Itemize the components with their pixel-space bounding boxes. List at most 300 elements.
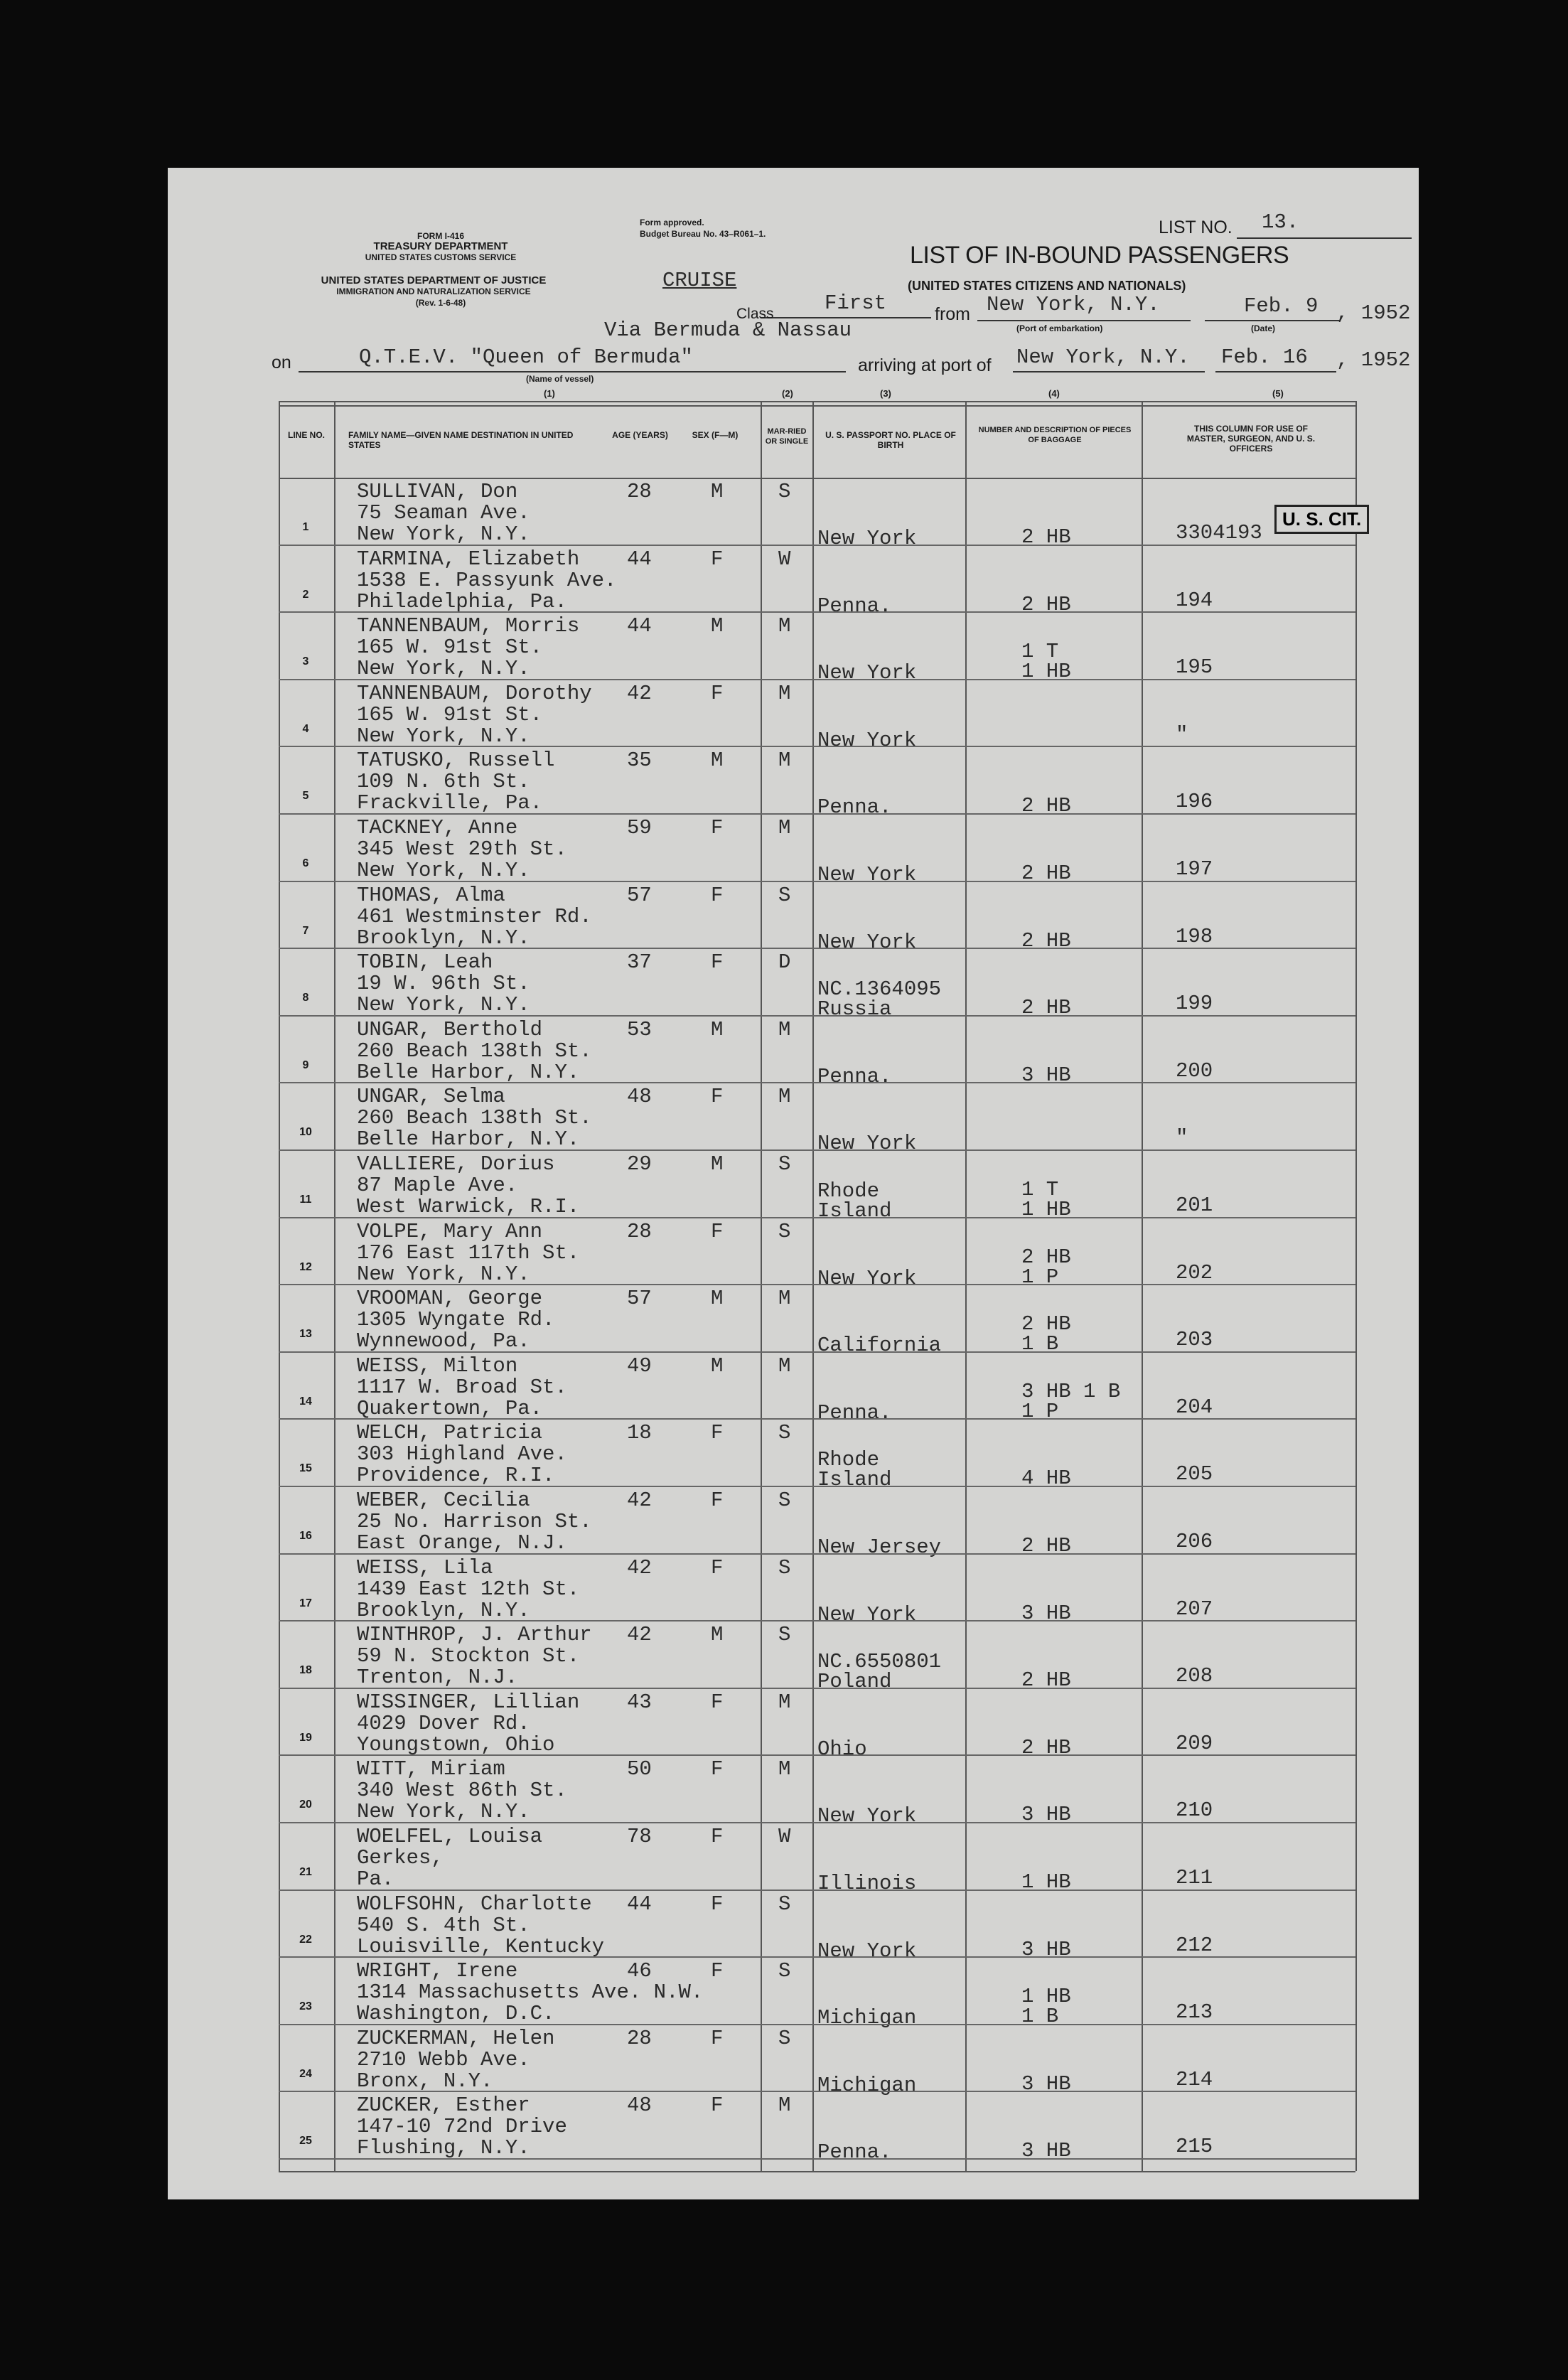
line-number: 17: [299, 1597, 312, 1609]
birthplace: Penna.: [817, 2140, 892, 2165]
budget-bureau: Budget Bureau No. 43–R061–1.: [640, 229, 766, 239]
birthplace: New York: [817, 1132, 917, 1156]
baggage-line-1: 2 HB: [1021, 1312, 1071, 1336]
passenger-age: 42: [627, 681, 652, 705]
baggage-line-2: 3 HB: [1021, 1063, 1071, 1087]
baggage-line-2: 2 HB: [1021, 862, 1071, 885]
line-number: 14: [299, 1395, 312, 1408]
passenger-age: 18: [627, 1421, 652, 1445]
passenger-name: TOBIN, Leah: [357, 950, 493, 975]
manifest-subtitle: (UNITED STATES CITIZENS AND NATIONALS): [908, 279, 1186, 293]
officer-number: 195: [1176, 655, 1213, 680]
passenger-city: Philadelphia, Pa.: [357, 589, 567, 613]
line-number: 12: [299, 1260, 312, 1273]
baggage-line-2: 1 HB: [1021, 1870, 1071, 1894]
passenger-age: 57: [627, 1287, 652, 1311]
officer-number: 200: [1176, 1058, 1213, 1083]
passenger-city: Bronx, N.Y.: [357, 2069, 493, 2093]
officer-number: 209: [1176, 1731, 1213, 1755]
line-number: 2: [302, 588, 309, 601]
marital-status: W: [778, 547, 791, 571]
table-row: [279, 2092, 1355, 2165]
passenger-name: THOMAS, Alma: [357, 883, 505, 907]
birthplace: California: [817, 1334, 942, 1358]
birthplace: New York: [817, 1939, 917, 1963]
passenger-city: Wynnewood, Pa.: [357, 1329, 530, 1354]
baggage-line-2: 3 HB: [1021, 2139, 1071, 2163]
passenger-address: 75 Seaman Ave.: [357, 501, 530, 525]
line-number: 15: [299, 1462, 312, 1475]
table-row: [279, 1420, 1355, 1492]
officer-number: 199: [1176, 992, 1213, 1016]
passenger-address: 345 West 29th St.: [357, 837, 567, 861]
birthplace: Island: [817, 1199, 892, 1223]
passenger-address: 1314 Massachusetts Ave. N.W.: [357, 1980, 704, 2005]
birthplace: Michigan: [817, 2006, 917, 2030]
passenger-name: WEISS, Milton: [357, 1354, 518, 1378]
line-number: 16: [299, 1530, 312, 1542]
passenger-sex: F: [711, 1892, 724, 1916]
birthplace: New York: [817, 1266, 917, 1290]
birthplace: Poland: [817, 1670, 892, 1694]
passenger-address: 303 Highland Ave.: [357, 1442, 567, 1467]
passenger-name: UNGAR, Selma: [357, 1085, 505, 1109]
passenger-name: WOLFSOHN, Charlotte: [357, 1892, 592, 1916]
table-row: [279, 747, 1355, 820]
department-of-justice: UNITED STATES DEPARTMENT OF JUSTICE: [321, 274, 547, 286]
passenger-address: 147-10 72nd Drive: [357, 2115, 567, 2139]
us-citizen-stamp: U. S. CIT.: [1274, 505, 1369, 534]
line-number: 10: [299, 1126, 312, 1139]
marital-status: S: [778, 2026, 791, 2050]
table-row: [279, 1218, 1355, 1290]
birthplace: New York: [817, 728, 917, 752]
marital-status: M: [778, 1085, 791, 1109]
birthplace: New York: [817, 1602, 917, 1626]
baggage-line-2: 1 B: [1021, 1332, 1059, 1356]
officer-number: 208: [1176, 1664, 1213, 1688]
passenger-age: 59: [627, 816, 652, 840]
arriving-label: arriving at port of: [858, 355, 992, 375]
passenger-address: 176 East 117th St.: [357, 1240, 580, 1265]
vessel-label: (Name of vessel): [526, 374, 594, 384]
line-number: 8: [302, 992, 309, 1004]
via-route: Via Bermuda & Nassau: [604, 318, 852, 342]
marital-status: S: [778, 1152, 791, 1176]
manifest-title: LIST OF IN-BOUND PASSENGERS: [910, 242, 1289, 269]
passenger-name: WITT, Miriam: [357, 1757, 505, 1781]
passenger-sex: F: [711, 1421, 724, 1445]
column-number: (2): [782, 388, 793, 399]
passenger-city: East Orange, N.J.: [357, 1531, 567, 1555]
marital-status: M: [778, 1017, 791, 1041]
header-sex: SEX (F—M): [692, 430, 739, 440]
header-line-no: LINE NO.: [287, 430, 325, 440]
passenger-name: VOLPE, Mary Ann: [357, 1219, 543, 1243]
passenger-name: TARMINA, Elizabeth: [357, 547, 580, 571]
table-top-border: [279, 405, 1355, 407]
table-row: [279, 949, 1355, 1022]
passenger-age: 28: [627, 480, 652, 503]
arrival-port: New York, N.Y.: [1016, 345, 1190, 369]
baggage-line-2: 2 HB: [1021, 592, 1071, 616]
marital-status: M: [778, 1757, 791, 1781]
passenger-age: 48: [627, 1085, 652, 1109]
officer-number: 202: [1176, 1260, 1213, 1285]
line-number: 20: [299, 1799, 312, 1811]
line-number: 7: [302, 924, 309, 937]
passenger-name: WEISS, Lila: [357, 1555, 493, 1580]
passenger-city: Trenton, N.J.: [357, 1666, 518, 1690]
passport-or-birthplace: NC.6550801: [817, 1650, 942, 1674]
passenger-age: 43: [627, 1690, 652, 1714]
passenger-city: Providence, R.I.: [357, 1464, 555, 1488]
table-top-border: [279, 401, 1355, 402]
birthplace: Illinois: [817, 1872, 917, 1895]
baggage-line-2: 2 HB: [1021, 1668, 1071, 1693]
officer-number: 210: [1176, 1799, 1213, 1823]
passenger-name: ZUCKERMAN, Helen: [357, 2026, 555, 2050]
table-row: [279, 546, 1355, 618]
passenger-address: 109 N. 6th St.: [357, 770, 530, 794]
passenger-city: Frackville, Pa.: [357, 791, 543, 815]
baggage-line-1: 3 HB 1 B: [1021, 1379, 1121, 1403]
passenger-name: WRIGHT, Irene: [357, 1959, 518, 1983]
arrival-date-underline: [1215, 371, 1336, 372]
table-row: [279, 1958, 1355, 2030]
marital-status: M: [778, 1287, 791, 1311]
passenger-name: TANNENBAUM, Dorothy: [357, 681, 592, 705]
passenger-address: 2710 Webb Ave.: [357, 2047, 530, 2071]
passenger-name: VROOMAN, George: [357, 1287, 543, 1311]
passenger-city: Quakertown, Pa.: [357, 1396, 543, 1420]
passenger-address: 1439 East 12th St.: [357, 1577, 580, 1601]
passenger-city: Youngstown, Ohio: [357, 1732, 555, 1757]
passenger-address: 340 West 86th St.: [357, 1779, 567, 1803]
passenger-address: 165 W. 91st St.: [357, 702, 543, 727]
passenger-name: VALLIERE, Dorius: [357, 1152, 555, 1176]
officer-number: 197: [1176, 857, 1213, 881]
passenger-name: ZUCKER, Esther: [357, 2094, 530, 2118]
officer-number: 3304193: [1176, 521, 1262, 545]
passenger-age: 49: [627, 1354, 652, 1378]
passport-or-birthplace: Rhode: [817, 1448, 880, 1472]
officer-number: 212: [1176, 1933, 1213, 1957]
marital-status: M: [778, 2094, 791, 2118]
passenger-sex: M: [711, 749, 724, 773]
customs-service: UNITED STATES CUSTOMS SERVICE: [365, 252, 517, 262]
passenger-address: 4029 Dover Rd.: [357, 1711, 530, 1735]
passenger-sex: F: [711, 2094, 724, 2118]
class-label: Class: [736, 306, 774, 322]
passenger-sex: F: [711, 1489, 724, 1512]
line-number: 5: [302, 790, 309, 803]
line-number: 22: [299, 1933, 312, 1946]
baggage-line-1: 1 T: [1021, 640, 1059, 664]
passenger-address: 260 Beach 138th St.: [357, 1039, 592, 1063]
cruise-label: CRUISE: [662, 269, 737, 292]
column-number: (3): [880, 388, 891, 399]
table-row: [279, 1756, 1355, 1828]
marital-status: M: [778, 1690, 791, 1714]
passenger-name: WOELFEL, Louisa: [357, 1825, 543, 1848]
passenger-age: 37: [627, 950, 652, 975]
officer-number: 213: [1176, 2000, 1213, 2025]
passenger-city: New York, N.Y.: [357, 522, 530, 546]
list-no-label: LIST NO.: [1159, 218, 1233, 237]
passenger-age: 53: [627, 1017, 652, 1041]
birthplace: Russia: [817, 997, 892, 1022]
table-row: [279, 1891, 1355, 1963]
passenger-address: 461 Westminster Rd.: [357, 904, 592, 928]
passenger-name: TANNENBAUM, Morris: [357, 614, 580, 638]
marital-status: S: [778, 1421, 791, 1445]
baggage-line-2: 3 HB: [1021, 1937, 1071, 1961]
header-baggage: NUMBER AND DESCRIPTION OF PIECES OF BAGGAGE: [978, 426, 1132, 444]
passenger-sex: M: [711, 614, 724, 638]
line-number: 18: [299, 1664, 312, 1677]
line-number: 13: [299, 1328, 312, 1341]
table-bottom-border: [279, 2171, 1355, 2172]
passenger-address: 59 N. Stockton St.: [357, 1644, 580, 1668]
table-row: [279, 1621, 1355, 1694]
table-row: [279, 478, 1355, 550]
passenger-sex: F: [711, 2026, 724, 2050]
line-number: 9: [302, 1058, 309, 1071]
birthplace: Island: [817, 1468, 892, 1492]
header-passport: U. S. PASSPORT NO. PLACE OF BIRTH: [825, 430, 956, 450]
passenger-name: WELCH, Patricia: [357, 1421, 543, 1445]
date-label: (Date): [1251, 323, 1276, 333]
passenger-age: 46: [627, 1959, 652, 1983]
passenger-city: Belle Harbor, N.Y.: [357, 1127, 580, 1152]
passenger-city: West Warwick, R.I.: [357, 1195, 580, 1218]
passenger-address: 1538 E. Passyunk Ave.: [357, 568, 617, 592]
table-row: [279, 1487, 1355, 1559]
passenger-age: 50: [627, 1757, 652, 1781]
passenger-age: 42: [627, 1555, 652, 1580]
from-date-underline: [1205, 320, 1340, 321]
marital-status: S: [778, 883, 791, 907]
passenger-name: UNGAR, Berthold: [357, 1017, 543, 1041]
birthplace: New York: [817, 661, 917, 685]
passenger-sex: M: [711, 480, 724, 503]
passenger-sex: F: [711, 1085, 724, 1109]
passenger-sex: M: [711, 1354, 724, 1378]
passenger-address: 87 Maple Ave.: [357, 1174, 518, 1197]
col-divider: [1355, 401, 1357, 2171]
from-year: , 1952: [1336, 301, 1411, 325]
officer-number: 206: [1176, 1530, 1213, 1553]
officer-number: 204: [1176, 1395, 1213, 1419]
passport-or-birthplace: NC.1364095: [817, 977, 942, 1002]
baggage-line-2: 3 HB: [1021, 2071, 1071, 2096]
passenger-sex: M: [711, 1152, 724, 1176]
treasury-department: TREASURY DEPARTMENT: [373, 240, 508, 252]
table-row: [279, 613, 1355, 685]
officer-number: ": [1176, 1126, 1188, 1150]
line-number: 19: [299, 1731, 312, 1744]
passenger-age: 48: [627, 2094, 652, 2118]
marital-status: M: [778, 681, 791, 705]
officer-number: 196: [1176, 790, 1213, 814]
passenger-sex: F: [711, 816, 724, 840]
officer-number: 205: [1176, 1462, 1213, 1486]
table-row: [279, 680, 1355, 752]
birthplace: Penna.: [817, 795, 892, 820]
line-number: 23: [299, 2000, 312, 2013]
marital-status: D: [778, 950, 791, 975]
passenger-age: 42: [627, 1623, 652, 1647]
line-number: 4: [302, 722, 309, 735]
baggage-line-2: 2 HB: [1021, 794, 1071, 818]
passenger-sex: F: [711, 883, 724, 907]
birthplace: New York: [817, 1804, 917, 1828]
passenger-sex: F: [711, 1959, 724, 1983]
from-label: from: [935, 304, 970, 324]
passenger-name: TACKNEY, Anne: [357, 816, 518, 840]
marital-status: M: [778, 749, 791, 773]
passenger-address: 25 No. Harrison St.: [357, 1510, 592, 1533]
baggage-line-2: 2 HB: [1021, 1735, 1071, 1759]
passenger-city: Washington, D.C.: [357, 2002, 555, 2026]
passenger-city: Louisville, Kentucky: [357, 1934, 605, 1958]
passenger-address: 19 W. 96th St.: [357, 972, 530, 996]
line-number: 24: [299, 2067, 312, 2080]
baggage-line-1: 1 HB: [1021, 1985, 1071, 2009]
baggage-line-1: 2 HB: [1021, 1245, 1071, 1269]
table-row: [279, 1823, 1355, 1895]
from-port-underline: [977, 320, 1191, 321]
line-number: 6: [302, 857, 309, 869]
passenger-city: Brooklyn, N.Y.: [357, 1598, 530, 1622]
line-number: 1: [302, 521, 309, 533]
immigration-service: IMMIGRATION AND NATURALIZATION SERVICE: [336, 286, 531, 296]
baggage-line-2: 4 HB: [1021, 1467, 1071, 1491]
marital-status: M: [778, 614, 791, 638]
birthplace: New York: [817, 527, 917, 550]
marital-status: S: [778, 480, 791, 503]
passenger-city: Flushing, N.Y.: [357, 2136, 530, 2160]
table-row: [279, 1017, 1355, 1088]
passenger-address: 165 W. 91st St.: [357, 636, 543, 660]
passenger-age: 28: [627, 2026, 652, 2050]
line-number: 25: [299, 2135, 312, 2148]
table-row: [279, 1285, 1355, 1358]
passenger-city: New York, N.Y.: [357, 724, 530, 748]
passenger-age: 44: [627, 614, 652, 638]
birthplace: Penna.: [817, 1400, 892, 1425]
passport-or-birthplace: Rhode: [817, 1179, 880, 1203]
header-officers: THIS COLUMN FOR USE OF MASTER, SURGEON, AND U. S. OFFICERS: [1186, 424, 1316, 454]
passenger-city: New York, N.Y.: [357, 1262, 530, 1286]
passenger-sex: F: [711, 681, 724, 705]
birthplace: New Jersey: [817, 1535, 942, 1559]
baggage-line-2: 2 HB: [1021, 1534, 1071, 1558]
marital-status: M: [778, 1354, 791, 1378]
on-label: on: [272, 353, 291, 372]
passenger-name: WISSINGER, Lillian: [357, 1690, 580, 1714]
passenger-address: 1305 Wyngate Rd.: [357, 1308, 555, 1332]
passenger-city: New York, N.Y.: [357, 859, 530, 882]
passenger-age: 78: [627, 1825, 652, 1848]
passenger-sex: F: [711, 950, 724, 975]
officer-number: 215: [1176, 2135, 1213, 2159]
table-row: [279, 1151, 1355, 1223]
baggage-line-2: 1 B: [1021, 2005, 1059, 2029]
passenger-sex: F: [711, 1757, 724, 1781]
from-date: Feb. 9: [1244, 294, 1319, 318]
row-divider: [279, 2158, 1355, 2160]
passenger-city: Pa.: [357, 1867, 394, 1891]
table-row: [279, 1689, 1355, 1761]
passenger-sex: M: [711, 1017, 724, 1041]
passenger-name: SULLIVAN, Don: [357, 480, 518, 503]
marital-status: S: [778, 1219, 791, 1243]
baggage-line-1: 1 T: [1021, 1178, 1059, 1201]
officer-number: ": [1176, 722, 1188, 746]
passenger-address: Gerkes,: [357, 1846, 444, 1870]
passenger-city: Belle Harbor, N.Y.: [357, 1060, 580, 1084]
birthplace: Penna.: [817, 594, 892, 618]
passenger-address: 1117 W. Broad St.: [357, 1375, 567, 1399]
passenger-sex: F: [711, 1219, 724, 1243]
officer-number: 198: [1176, 924, 1213, 948]
column-number: (5): [1272, 388, 1284, 399]
form-approved: Form approved.: [640, 218, 704, 227]
officer-number: 201: [1176, 1194, 1213, 1217]
birthplace: Penna.: [817, 1064, 892, 1088]
baggage-line-2: 2 HB: [1021, 928, 1071, 953]
list-no-value: 13.: [1262, 210, 1299, 234]
baggage-line-2: 1 P: [1021, 1399, 1059, 1423]
passenger-city: New York, N.Y.: [357, 1800, 530, 1824]
from-port: New York, N.Y.: [987, 293, 1160, 316]
baggage-line-2: 3 HB: [1021, 1601, 1071, 1625]
passenger-address: 540 S. 4th St.: [357, 1913, 530, 1937]
passenger-name: WINTHROP, J. Arthur: [357, 1623, 592, 1647]
officer-number: 207: [1176, 1597, 1213, 1621]
port-of-embarkation-label: (Port of embarkation): [1016, 323, 1103, 333]
table-row: [279, 1353, 1355, 1425]
passenger-age: 35: [627, 749, 652, 773]
marital-status: S: [778, 1489, 791, 1512]
passenger-age: 44: [627, 547, 652, 571]
marital-status: S: [778, 1555, 791, 1580]
passenger-address: 260 Beach 138th St.: [357, 1106, 592, 1130]
passenger-name: TATUSKO, Russell: [357, 749, 555, 773]
officer-number: 194: [1176, 588, 1213, 612]
header-age: AGE (YEARS): [612, 430, 668, 440]
column-number: (4): [1048, 388, 1060, 399]
marital-status: S: [778, 1623, 791, 1647]
table-row: [279, 815, 1355, 886]
table-row: [279, 882, 1355, 954]
form-number: FORM I-416: [417, 231, 464, 241]
line-number: 3: [302, 655, 309, 668]
vessel-name: Q.T.E.V. "Queen of Bermuda": [359, 345, 693, 369]
passenger-age: 29: [627, 1152, 652, 1176]
arrival-port-underline: [1013, 371, 1205, 372]
table-row: [279, 2025, 1355, 2097]
passenger-age: 57: [627, 883, 652, 907]
marital-status: S: [778, 1892, 791, 1916]
baggage-line-2: 2 HB: [1021, 996, 1071, 1020]
vessel-underline: [299, 371, 846, 372]
baggage-line-2: 2 HB: [1021, 525, 1071, 549]
arrival-year: , 1952: [1336, 348, 1411, 372]
table-row: [279, 1083, 1355, 1156]
